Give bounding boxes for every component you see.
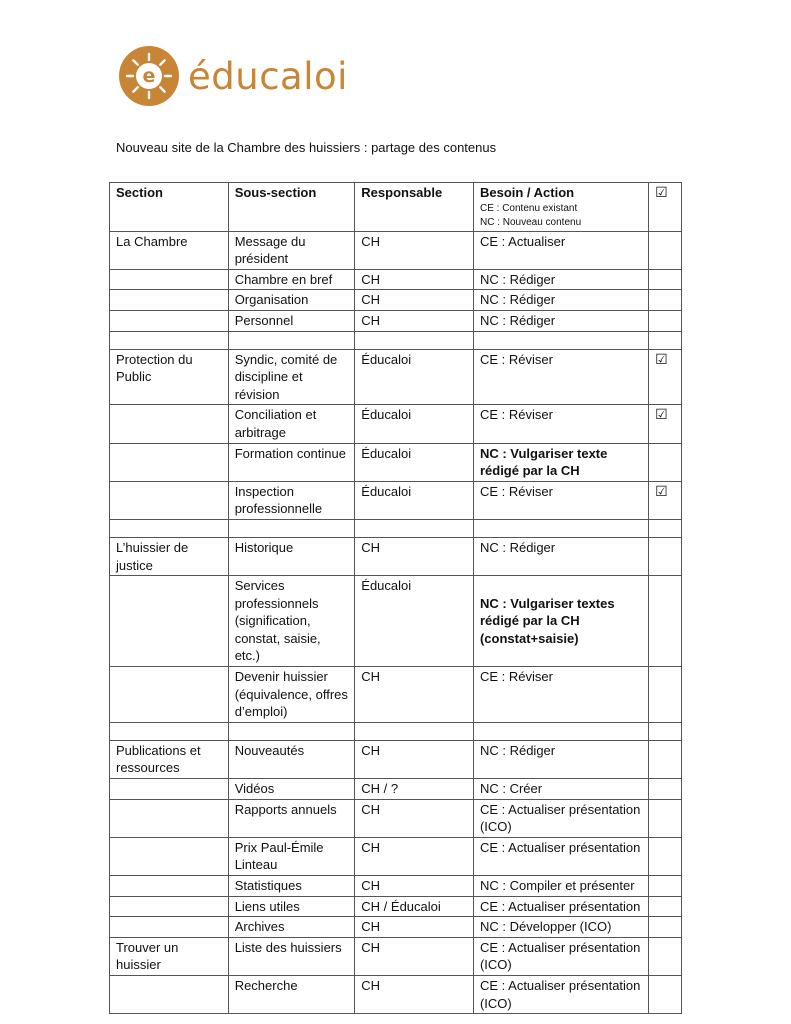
header-besoin-label: Besoin / Action — [479, 185, 575, 200]
row-sous-section-cell: Nouveautés — [228, 740, 355, 778]
row-responsable-cell: CH — [355, 917, 474, 938]
row-besoin-action-cell: CE : Réviser — [473, 667, 648, 723]
row-section-cell: Publications et ressources — [110, 740, 229, 778]
table-row — [110, 667, 682, 723]
row-besoin-action-cell: CE : Réviser — [473, 481, 648, 519]
row-sous-section-cell: Recherche — [228, 975, 355, 1013]
row-sous-section-cell: Statistiques — [228, 876, 355, 897]
row-section-cell: L’huissier de justice — [110, 537, 229, 575]
row-responsable-cell: CH — [355, 310, 474, 331]
row-checkbox-icon — [649, 937, 682, 975]
row-section-cell — [110, 443, 229, 481]
table-row — [110, 799, 682, 837]
row-checkbox-icon — [649, 799, 682, 837]
table-row — [110, 481, 682, 519]
legend-nc: NC : Nouveau contenu — [479, 216, 582, 228]
row-responsable-cell: Éducaloi — [355, 481, 474, 519]
row-responsable-cell: CH — [355, 740, 474, 778]
row-section-cell — [110, 917, 229, 938]
row-checkbox-icon — [649, 896, 682, 917]
row-responsable-cell: CH — [355, 799, 474, 837]
row-section-cell — [110, 269, 229, 290]
row-besoin-action-cell: NC : Rédiger — [473, 310, 648, 331]
row-sous-section-cell — [228, 519, 355, 537]
row-responsable-cell: Éducaloi — [355, 349, 474, 405]
table-row — [110, 876, 682, 897]
row-section-cell: Trouver un huissier — [110, 937, 229, 975]
table-row — [110, 779, 682, 800]
row-checkbox-icon: ☑ — [649, 481, 682, 519]
row-sous-section-cell: Devenir huissier (équivalence, offres d’emploi) — [228, 667, 355, 723]
row-sous-section-cell: Vidéos — [228, 779, 355, 800]
row-sous-section-cell: Prix Paul-Émile Linteau — [228, 837, 355, 875]
sun-logo-icon — [118, 45, 180, 107]
row-besoin-action-cell: CE : Actualiser présentation (ICO) — [473, 799, 648, 837]
header-section: Section — [110, 183, 229, 232]
table-row — [110, 837, 682, 875]
row-sous-section-cell: Conciliation et arbitrage — [228, 405, 355, 443]
row-responsable-cell: CH / ? — [355, 779, 474, 800]
table-row — [110, 443, 682, 481]
table-spacer-row — [110, 331, 682, 349]
row-besoin-action-cell: NC : Vulgariser texte rédigé par la CH — [473, 443, 648, 481]
row-checkbox-icon: ☑ — [649, 405, 682, 443]
row-besoin-action-cell: NC : Rédiger — [473, 290, 648, 311]
row-section-cell: Protection du Public — [110, 349, 229, 405]
table-row — [110, 937, 682, 975]
row-checkbox-icon — [649, 667, 682, 723]
row-checkbox-icon — [649, 231, 682, 269]
row-responsable-cell: CH / Éducaloi — [355, 896, 474, 917]
header-besoin-action — [473, 183, 648, 232]
row-besoin-action-cell — [473, 722, 648, 740]
row-sous-section-cell: Historique — [228, 537, 355, 575]
row-besoin-action-cell: CE : Réviser — [473, 405, 648, 443]
row-section-cell — [110, 310, 229, 331]
row-responsable-cell: Éducaloi — [355, 443, 474, 481]
row-besoin-action-cell: NC : Rédiger — [473, 269, 648, 290]
row-besoin-action-cell: NC : Rédiger — [473, 740, 648, 778]
row-responsable-cell: CH — [355, 231, 474, 269]
row-responsable-cell: Éducaloi — [355, 576, 474, 667]
table-spacer-row — [110, 519, 682, 537]
row-besoin-action-cell: NC : Rédiger — [473, 537, 648, 575]
row-besoin-action-cell: CE : Actualiser présentation — [473, 837, 648, 875]
row-checkbox-icon — [649, 269, 682, 290]
header-sous-section: Sous-section — [228, 183, 355, 232]
row-checkbox-icon — [649, 837, 682, 875]
row-section-cell — [110, 331, 229, 349]
row-checkbox-icon — [649, 876, 682, 897]
row-checkbox-icon — [649, 519, 682, 537]
row-responsable-cell: CH — [355, 667, 474, 723]
row-sous-section-cell: Archives — [228, 917, 355, 938]
table-row — [110, 917, 682, 938]
row-responsable-cell — [355, 722, 474, 740]
logo-mark-letter: e — [142, 65, 156, 87]
row-besoin-action-cell: CE : Actualiser présentation (ICO) — [473, 937, 648, 975]
row-besoin-action-cell: CE : Actualiser présentation — [473, 896, 648, 917]
row-besoin-action-cell: NC : Développer (ICO) — [473, 917, 648, 938]
row-responsable-cell: CH — [355, 975, 474, 1013]
row-responsable-cell: Éducaloi — [355, 405, 474, 443]
table-row — [110, 231, 682, 269]
legend-ce: CE : Contenu existant — [479, 202, 578, 214]
header-checkbox-icon: ☑ — [649, 183, 682, 232]
row-checkbox-icon — [649, 331, 682, 349]
row-besoin-action-cell: NC : Créer — [473, 779, 648, 800]
row-responsable-cell: CH — [355, 290, 474, 311]
row-section-cell — [110, 837, 229, 875]
row-section-cell — [110, 896, 229, 917]
row-besoin-action-cell: NC : Vulgariser textes rédigé par la CH (constat+saisie) — [473, 576, 648, 667]
row-section-cell — [110, 779, 229, 800]
row-sous-section-cell: Rapports annuels — [228, 799, 355, 837]
row-section-cell: La Chambre — [110, 231, 229, 269]
row-section-cell — [110, 481, 229, 519]
row-besoin-action-cell: CE : Réviser — [473, 349, 648, 405]
row-besoin-action-cell: CE : Actualiser présentation (ICO) — [473, 975, 648, 1013]
row-responsable-cell: CH — [355, 876, 474, 897]
row-checkbox-icon — [649, 975, 682, 1013]
row-sous-section-cell: Services professionnels (signification, constat, saisie, etc.) — [228, 576, 355, 667]
table-row — [110, 576, 682, 667]
row-section-cell — [110, 799, 229, 837]
row-sous-section-cell: Liste des huissiers — [228, 937, 355, 975]
row-section-cell — [110, 576, 229, 667]
row-sous-section-cell: Syndic, comité de discipline et révision — [228, 349, 355, 405]
row-sous-section-cell — [228, 722, 355, 740]
row-sous-section-cell: Message du président — [228, 231, 355, 269]
table-row — [110, 537, 682, 575]
row-section-cell — [110, 722, 229, 740]
content-sharing-table — [109, 182, 682, 1014]
row-section-cell — [110, 876, 229, 897]
row-sous-section-cell: Inspection professionnelle — [228, 481, 355, 519]
document-title: Nouveau site de la Chambre des huissiers : partage des contenus — [116, 140, 497, 155]
row-responsable-cell — [355, 331, 474, 349]
row-sous-section-cell: Formation continue — [228, 443, 355, 481]
row-section-cell — [110, 405, 229, 443]
table-row — [110, 740, 682, 778]
row-sous-section-cell — [228, 331, 355, 349]
table-row — [110, 269, 682, 290]
table-header-row — [110, 183, 682, 232]
row-checkbox-icon — [649, 290, 682, 311]
row-besoin-action-cell: CE : Actualiser — [473, 231, 648, 269]
row-section-cell — [110, 519, 229, 537]
row-section-cell — [110, 975, 229, 1013]
table-row — [110, 310, 682, 331]
row-checkbox-icon — [649, 779, 682, 800]
table-spacer-row — [110, 722, 682, 740]
row-checkbox-icon — [649, 537, 682, 575]
row-sous-section-cell: Chambre en bref — [228, 269, 355, 290]
row-responsable-cell — [355, 519, 474, 537]
row-sous-section-cell: Organisation — [228, 290, 355, 311]
table-row — [110, 349, 682, 405]
row-sous-section-cell: Personnel — [228, 310, 355, 331]
row-responsable-cell: CH — [355, 837, 474, 875]
row-responsable-cell: CH — [355, 269, 474, 290]
table-row — [110, 975, 682, 1013]
row-responsable-cell: CH — [355, 537, 474, 575]
row-checkbox-icon — [649, 310, 682, 331]
row-besoin-action-cell — [473, 519, 648, 537]
row-checkbox-icon: ☑ — [649, 349, 682, 405]
row-section-cell — [110, 667, 229, 723]
table-row — [110, 896, 682, 917]
row-checkbox-icon — [649, 722, 682, 740]
header-responsable: Responsable — [355, 183, 474, 232]
row-besoin-action-cell — [473, 331, 648, 349]
row-besoin-action-cell: NC : Compiler et présenter — [473, 876, 648, 897]
row-checkbox-icon — [649, 740, 682, 778]
logo-text: éducaloi — [188, 54, 348, 98]
row-checkbox-icon — [649, 576, 682, 667]
educaloi-logo — [118, 45, 348, 107]
row-responsable-cell: CH — [355, 937, 474, 975]
row-checkbox-icon — [649, 443, 682, 481]
table-row — [110, 405, 682, 443]
row-checkbox-icon — [649, 917, 682, 938]
table-row — [110, 290, 682, 311]
row-sous-section-cell: Liens utiles — [228, 896, 355, 917]
row-section-cell — [110, 290, 229, 311]
